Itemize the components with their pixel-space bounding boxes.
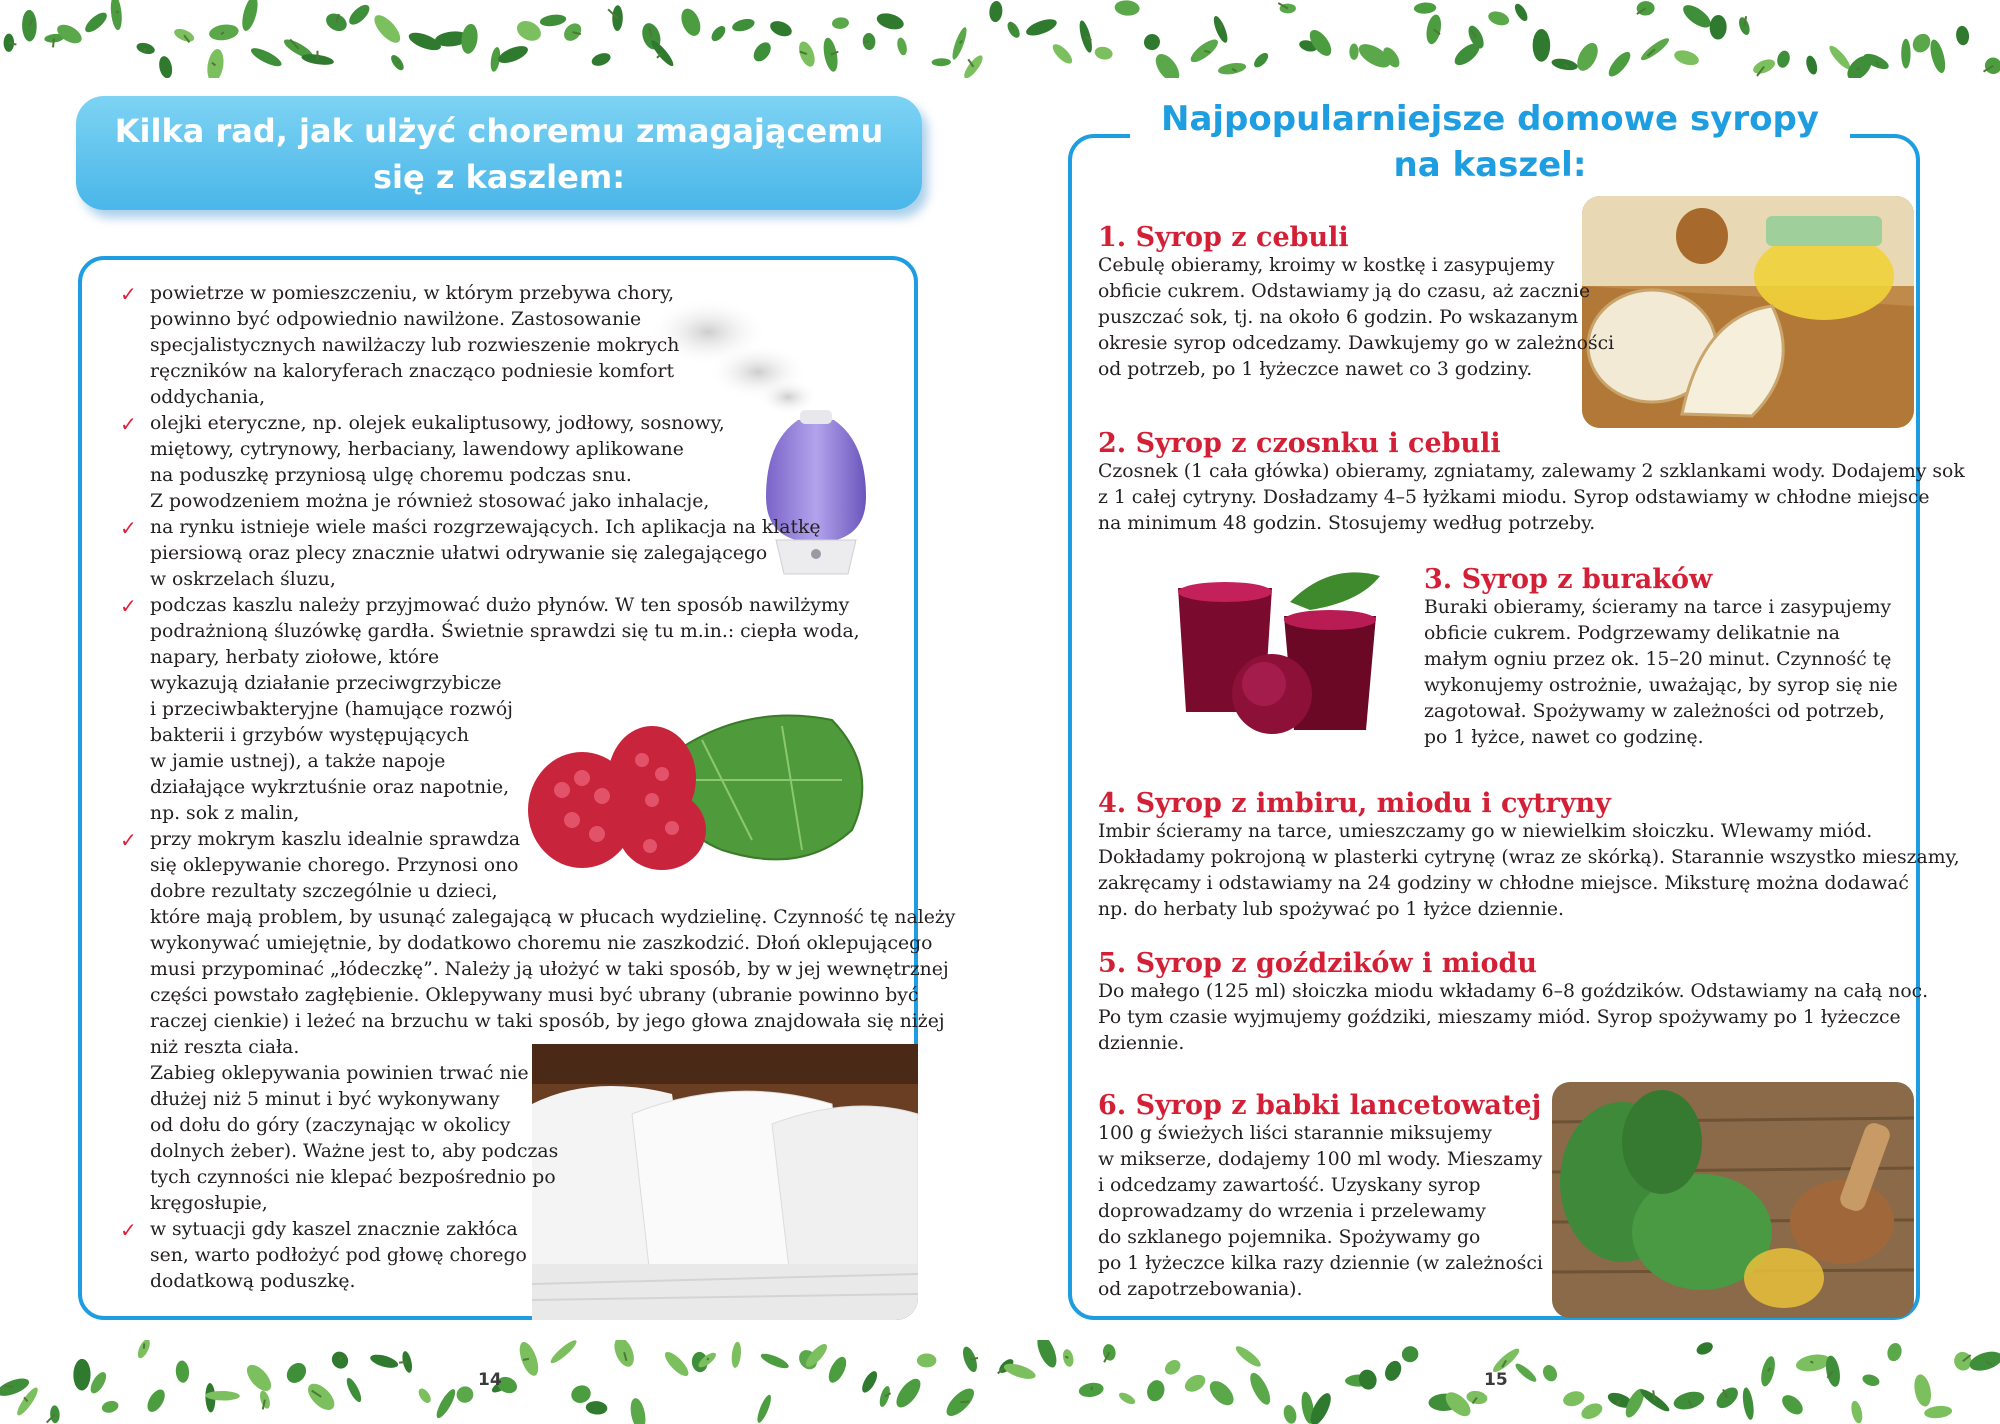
leaf-icon	[917, 1353, 937, 1367]
page-number: 15	[1484, 1370, 1508, 1390]
leaf-icon	[389, 53, 406, 72]
stem-icon	[960, 1402, 969, 1403]
checkmark-icon: ✓	[120, 1218, 137, 1242]
body-text-line: niż reszta ciała.	[150, 1037, 300, 1058]
body-text-line: wykazują działanie przeciwgrzybicze	[150, 673, 502, 694]
leaf-icon	[370, 11, 404, 47]
leaf-icon	[1533, 29, 1551, 62]
leaf-icon	[249, 45, 284, 70]
body-text-line: Z powodzeniem można je również stosować jako inhalacje,	[150, 491, 710, 512]
leaf-icon	[243, 1361, 276, 1396]
leaf-icon	[590, 51, 612, 68]
body-text-line: doprowadzamy do wrzenia i przelewamy	[1098, 1201, 1486, 1222]
body-text-line: Zabieg oklepywania powinien trwać nie	[150, 1063, 529, 1084]
leaf-icon	[1672, 48, 1700, 68]
stem-icon	[397, 61, 399, 62]
body-text-line: się oklepywanie chorego. Przynosi ono	[150, 855, 519, 876]
leaf-icon	[649, 38, 677, 69]
body-text-line: w sytuacji gdy kaszel znacznie zakłóca	[150, 1219, 518, 1240]
body-text-line: na rynku istnieje wiele maści rozgrzewających. Ich aplikacja na klatkę	[150, 517, 821, 538]
leaf-icon	[1759, 1355, 1778, 1388]
body-text-line: przy mokrym kaszlu idealnie sprawdza	[150, 829, 521, 850]
leaf-icon	[892, 1375, 925, 1412]
leaf-icon	[1573, 40, 1602, 75]
syrup-heading: 2. Syrop z czosnku i cebuli	[1098, 428, 1501, 459]
leaf-icon	[1605, 49, 1634, 78]
leaf-icon	[1982, 54, 2000, 77]
body-text-line: Do małego (125 ml) słoiczka miodu wkładamy 6–8 goździków. Odstawiamy na całą noc.	[1098, 981, 1929, 1002]
leaf-icon	[1349, 44, 1358, 60]
body-text-line: które mają problem, by usunąć zalegającą w płucach wydzielinę. Czynność tę należy	[150, 907, 956, 928]
leaf-icon	[1695, 1340, 1715, 1357]
leaf-icon	[157, 55, 174, 78]
leaf-icon	[514, 17, 545, 44]
leaf-icon	[1400, 1344, 1421, 1364]
body-text-line: wykonujemy ostrożnie, uważając, by syrop się nie	[1424, 675, 1898, 696]
body-text-line: napary, herbaty ziołowe, które	[150, 647, 440, 668]
body-text-line: w oskrzelach śluzu,	[150, 569, 336, 590]
leaf-icon	[755, 1393, 774, 1424]
leaf-icon	[1233, 1343, 1263, 1369]
leaf-icon	[101, 1399, 120, 1414]
leaf-icon	[1512, 2, 1530, 23]
leaf-icon	[1775, 49, 1791, 69]
syrup-heading: 4. Syrop z imbiru, miodu i cytryny	[1098, 788, 1611, 819]
leaf-icon	[73, 1359, 91, 1391]
body-text-line: małym ogniu przez ok. 15–20 minut. Czynność tę	[1424, 649, 1892, 670]
leaf-icon	[628, 1397, 648, 1424]
leaf-icon	[1486, 9, 1510, 28]
leaf-icon	[1246, 1370, 1274, 1407]
syrup-heading: 3. Syrop z buraków	[1424, 564, 1713, 595]
checkmark-icon: ✓	[120, 594, 137, 618]
leaf-icon	[1162, 1357, 1183, 1378]
stem-icon	[970, 1358, 978, 1359]
stem-icon	[116, 11, 118, 13]
body-text-line: kręgosłupie,	[150, 1193, 268, 1214]
leaf-icon	[896, 37, 909, 57]
banner-title	[76, 108, 922, 200]
leaf-icon	[1579, 1400, 1605, 1422]
stem-icon	[399, 1362, 407, 1363]
leaf-icon	[1145, 1378, 1168, 1403]
leaf-icon	[759, 1351, 790, 1371]
leaf-icon	[1955, 25, 1970, 46]
leaf-icon	[283, 1359, 310, 1387]
body-text-line: po 1 łyżeczce kilka razy dziennie (w zależności	[1098, 1253, 1543, 1274]
pillow-image	[532, 1044, 918, 1320]
leaf-icon	[1414, 2, 1437, 14]
leaf-icon	[416, 1386, 433, 1405]
body-text-line: na poduszkę przyniosą ulgę choremu podczas snu.	[150, 465, 632, 486]
leaf-icon	[1033, 1340, 1060, 1370]
leaf-icon	[1561, 1389, 1586, 1409]
body-text-line: zagotował. Spożywamy w zależności od potrzeb,	[1424, 701, 1885, 722]
leaf-icon	[329, 1348, 352, 1371]
leaf-icon	[1709, 15, 1727, 40]
body-text-line: dziennie.	[1098, 1033, 1185, 1054]
leaf-icon	[1252, 50, 1271, 69]
body-text-line: w mikserze, dodajemy 100 ml wody. Mieszamy	[1098, 1149, 1543, 1170]
leaf-icon	[460, 23, 480, 55]
leaf-icon	[239, 0, 260, 32]
leaf-icon	[1804, 54, 1819, 75]
body-text-line: dobre rezultaty szczególnie u dzieci,	[150, 881, 498, 902]
syrup-heading: 1. Syrop z cebuli	[1098, 222, 1349, 253]
body-text-line: ręczników na kaloryferach znacząco podniesie komfort	[150, 361, 675, 382]
leaf-icon	[175, 1360, 190, 1383]
body-text-line: musi przypominać „łódeczkę”. Należy ją ułożyć w taki sposób, by w jej wewnętrznej	[150, 959, 949, 980]
body-text-line: puszczać sok, tj. na około 6 godzin. Po wskazanym	[1098, 307, 1579, 328]
syrup-heading: 6. Syrop z babki lancetowatej	[1098, 1090, 1542, 1121]
body-text-line: na minimum 48 godzin. Stosujemy według potrzeby.	[1098, 513, 1596, 534]
checkmark-icon: ✓	[120, 282, 137, 306]
leaf-icon	[1151, 50, 1184, 78]
body-text-line: powinno być odpowiednio nawilżone. Zastosowanie	[150, 309, 642, 330]
leaf-icon	[1540, 1363, 1559, 1384]
stem-icon	[1856, 68, 1859, 70]
body-text-line: dodatkową poduszkę.	[150, 1271, 356, 1292]
leaf-icon	[205, 48, 225, 78]
onion-image	[1582, 196, 1914, 428]
body-text-line: Cebulę obieramy, kroimy w kostkę i zasypujemy	[1098, 255, 1555, 276]
leaf-icon	[1967, 1348, 2000, 1374]
leaf-icon	[109, 0, 123, 31]
leaf-icon	[1741, 1387, 1756, 1421]
stem-icon	[1810, 1361, 1813, 1363]
leaf-icon	[731, 17, 756, 34]
leaf-icon	[1024, 16, 1059, 39]
leaf-icon	[859, 1369, 880, 1395]
leaf-icon	[433, 1387, 458, 1420]
body-text-line: np. sok z malin,	[150, 803, 300, 824]
raspberry-image	[502, 700, 880, 876]
leaf-icon	[1182, 1371, 1208, 1395]
stem-icon	[707, 1358, 708, 1360]
leaf-icon	[1672, 1389, 1707, 1413]
leaf-icon	[135, 1340, 152, 1360]
left-page-banner	[76, 96, 922, 210]
leaf-icon	[1005, 20, 1022, 40]
leaf-icon	[1117, 1390, 1137, 1406]
body-text-line: raczej cienkie) i leżeć na brzuchu w taki sposób, by jego głowa znajdowała się niżej	[150, 1011, 945, 1032]
leaf-icon	[1217, 61, 1247, 76]
stem-icon	[1091, 1387, 1092, 1390]
leaf-icon	[548, 1340, 579, 1366]
leaf-icon	[1205, 1377, 1238, 1410]
stem-icon	[340, 1357, 341, 1360]
leaf-icon	[678, 6, 704, 39]
leaf-icon	[88, 1370, 110, 1396]
right-page-title	[1130, 96, 1850, 188]
leaf-icon	[1114, 0, 1140, 17]
leaf-icon	[1861, 1373, 1881, 1388]
leaf-icon	[1886, 1341, 1904, 1362]
leaf-icon	[496, 43, 530, 67]
leaf-icon	[1050, 41, 1075, 66]
leaf-icon	[1513, 1361, 1538, 1384]
leaf-icon	[662, 1349, 692, 1380]
banner-title-line: Kilka rad, jak ulżyć choremu zmagającemu	[114, 112, 884, 150]
body-text-line: dłużej niż 5 minut i być wykonywany	[150, 1089, 500, 1110]
leaf-icon	[1779, 1391, 1807, 1418]
leaf-icon	[1282, 1404, 1299, 1424]
checkmark-icon: ✓	[120, 828, 137, 852]
body-text-line: działające wykrztuśnie oraz napotnie,	[150, 777, 510, 798]
leaf-icon	[1912, 1373, 1934, 1408]
body-text-line: sen, warto podłożyć pod głowę chorego	[150, 1245, 527, 1266]
body-text-line: i odcedzamy zawartość. Uzyskany syrop	[1098, 1175, 1481, 1196]
leaf-icon	[323, 10, 350, 35]
leaf-icon	[1639, 35, 1672, 63]
body-text-line: wykonywać umiejętnie, by dodatkowo choremu nie zaszkodzić. Dłoń oklepującego	[150, 933, 933, 954]
leaf-icon	[768, 18, 794, 39]
body-text-line: piersiową oraz plecy znacznie ułatwi odrywanie się zalegającego	[150, 543, 768, 564]
body-text-line: obficie cukrem. Podgrzewamy delikatnie na	[1424, 623, 1840, 644]
stem-icon	[523, 1359, 529, 1360]
leaf-icon	[172, 26, 196, 44]
body-text-line: specjalistycznych nawilżaczy lub rozwieszenie mokrych	[150, 335, 680, 356]
leaf-icon	[831, 17, 849, 30]
stem-icon	[53, 38, 54, 47]
leaf-icon	[825, 1354, 850, 1385]
body-text-line: olejki eteryczne, np. olejek eukaliptusowy, jodłowy, sosnowy,	[150, 413, 725, 434]
leaf-icon	[1465, 1390, 1488, 1406]
body-text-line: Imbir ścieramy na tarce, umieszczamy go w niewielkim słoiczku. Wlewamy miód.	[1098, 821, 1873, 842]
body-text-line: po 1 łyżce, nawet co godzinę.	[1424, 727, 1704, 748]
leaf-icon	[344, 1376, 364, 1404]
body-text-line: podczas kaszlu należy przyjmować dużo płynów. W ten sposób nawilżymy	[150, 595, 850, 616]
leaf-icon	[960, 1345, 980, 1374]
checkmark-icon: ✓	[120, 412, 137, 436]
body-text-line: 100 g świeżych liści starannie miksujemy	[1098, 1123, 1493, 1144]
body-text-line: Po tym czasie wyjmujemy goździki, mieszamy miód. Syrop spożywamy po 1 łyżeczce	[1098, 1007, 1901, 1028]
right-title-line: Najpopularniejsze domowe syropy	[1161, 99, 1819, 139]
page-number: 14	[478, 1370, 502, 1390]
leaf-icon	[750, 39, 774, 65]
body-text-line: podrażnioną śluzówkę gardła. Świetnie sprawdzi się tu m.in.: ciepła woda,	[150, 621, 860, 642]
leaf-icon	[82, 9, 110, 35]
leaf-icon	[1901, 39, 1910, 69]
top-leaf-border	[0, 0, 2000, 78]
banner-title-line: się z kaszlem:	[373, 158, 625, 196]
body-text-line: z 1 całej cytryny. Dosładzamy 4–5 łyżkami miodu. Syrop odstawiamy w chłodne miejsce	[1098, 487, 1930, 508]
body-text-line: i przeciwbakteryjne (hamujące rozwój	[150, 699, 513, 720]
leaf-icon	[1713, 1384, 1742, 1413]
leaf-icon	[369, 1352, 400, 1370]
syrup-heading: 5. Syrop z goździków i miodu	[1098, 948, 1538, 979]
leaf-icon	[346, 2, 373, 28]
leaf-icon	[454, 1384, 476, 1405]
stem-icon	[1204, 51, 1210, 52]
body-text-line: okresie syrop odcedzamy. Dawkujemy go w zależności	[1098, 333, 1615, 354]
leaf-icon	[1356, 1367, 1379, 1392]
leaf-icon	[1382, 1358, 1404, 1383]
body-text-line: dolnych żeber). Ważne jest to, aby podczas	[150, 1141, 559, 1162]
leaf-icon	[1909, 30, 1934, 56]
leaf-icon	[1061, 1348, 1074, 1368]
leaf-icon	[1827, 43, 1853, 71]
leaf-icon	[1093, 45, 1113, 61]
leaf-icon	[1141, 31, 1163, 54]
leaf-icon	[1679, 1, 1714, 32]
body-text-line: Czosnek (1 cała główka) obieramy, zgniatamy, zalewamy 2 szklankami wody. Dodajemy sok	[1098, 461, 1965, 482]
body-text-line: Buraki obieramy, ścieramy na tarce i zasypujemy	[1424, 597, 1892, 618]
leaf-icon	[1928, 38, 1949, 74]
leaf-icon	[932, 58, 951, 66]
body-text-line: części powstało zagłębienie. Oklepywany musi być ubrany (ubranie powinno być	[150, 985, 919, 1006]
beetroot-image	[1160, 562, 1420, 740]
leaf-icon	[539, 13, 567, 28]
body-text-line: w jamie ustnej), a także napoje	[150, 751, 446, 772]
bottom-leaf-border	[0, 1340, 2000, 1424]
body-text-line: Dokładamy pokrojoną w plasterki cytrynę (wraz ze skórką). Starannie wszystko mieszamy,	[1098, 847, 1960, 868]
body-text-line: zakręcamy i odstawiamy na 24 godziny w chłodne miejsce. Miksturę można dodawać	[1098, 873, 1909, 894]
leaf-icon	[22, 10, 37, 42]
body-text-line: od dołu do góry (zaczynając w okolicy	[150, 1115, 511, 1136]
leaf-icon	[1849, 1400, 1864, 1424]
body-text-line: od zapotrzebowania).	[1098, 1279, 1303, 1300]
leaf-icon	[54, 21, 85, 47]
leaf-icon	[1924, 1405, 1953, 1420]
body-text-line: tych czynności nie klepać bezpośrednio po	[150, 1167, 556, 1188]
body-text-line: obficie cukrem. Odstawiamy ją do czasu, aż zacznie	[1098, 281, 1591, 302]
leaf-icon	[731, 1341, 743, 1368]
leaf-icon	[144, 1387, 168, 1415]
body-text-line: oddychania,	[150, 387, 266, 408]
body-text-line: od potrzeb, po 1 łyżeczce nawet co 3 godziny.	[1098, 359, 1533, 380]
leaf-icon	[988, 0, 1003, 22]
leaf-icon	[585, 1400, 608, 1415]
body-text-line: bakterii i grzybów występujących	[150, 725, 469, 746]
body-text-line: do szklanego pojemnika. Spożywamy go	[1098, 1227, 1481, 1248]
plantain-image	[1552, 1082, 1914, 1318]
checkmark-icon: ✓	[120, 516, 137, 540]
leaf-icon	[709, 24, 728, 44]
body-text-line: powietrze w pomieszczeniu, w którym przebywa chory,	[150, 283, 675, 304]
body-text-line: np. do herbaty lub spożywać po 1 łyżce dziennie.	[1098, 899, 1564, 920]
body-text-line: miętowy, cytrynowy, herbaciany, lawendowy aplikowane	[150, 439, 684, 460]
right-title-line: na kaszel:	[1393, 145, 1587, 185]
